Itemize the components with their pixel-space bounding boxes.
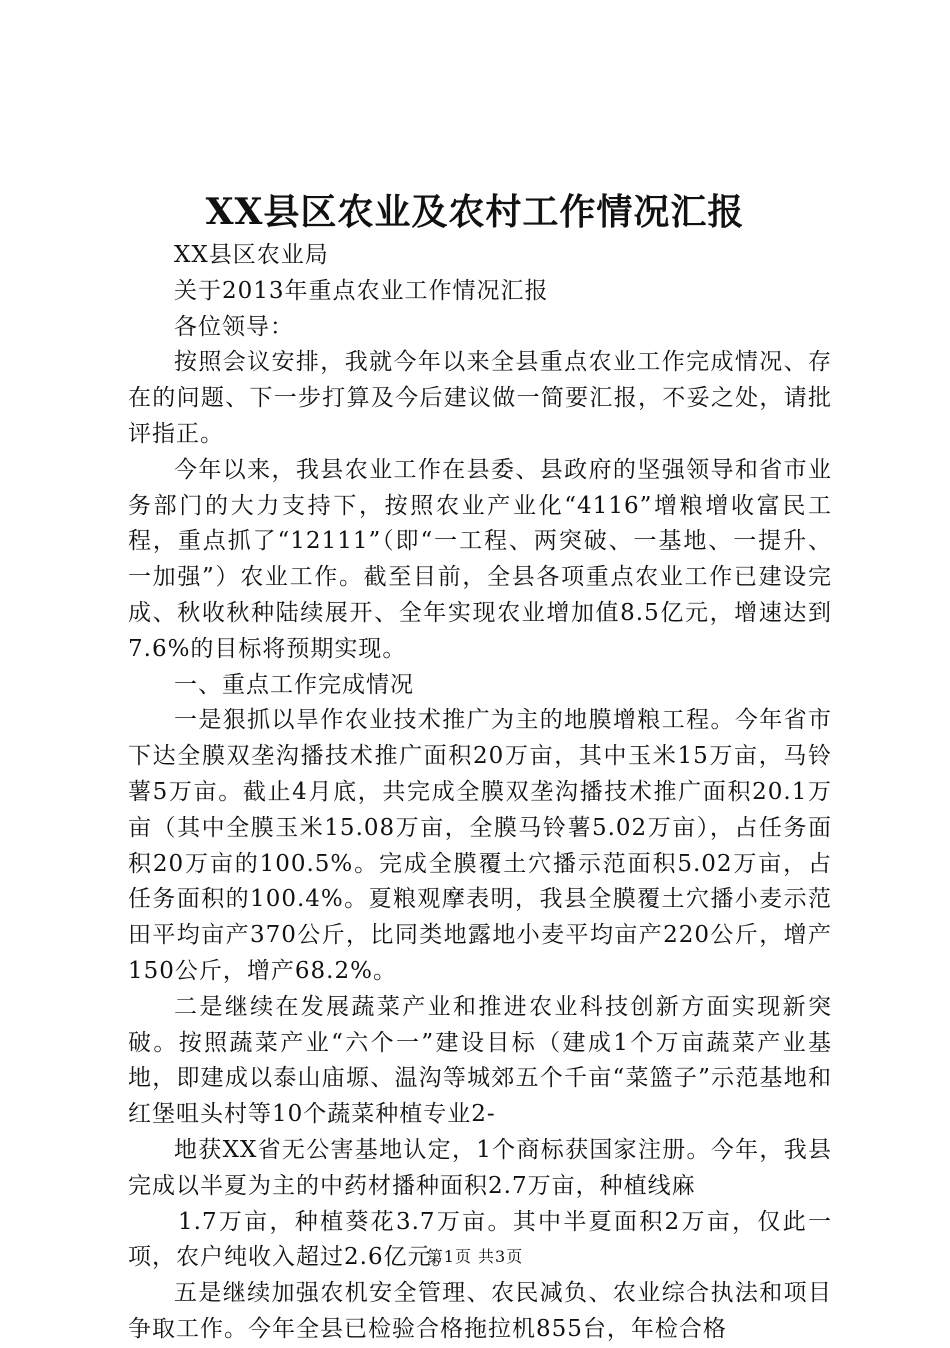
paragraph-continued: 地获XX省无公害基地认定，1个商标获国家注册。今年，我县完成以半夏为主的中药材播种面积2.7万亩，种植线麻 [128,1136,832,1199]
paragraph-intro: 按照会议安排，我就今年以来全县重点农业工作完成情况、存在的问题、下一步打算及今后建议做一简要汇报，不妥之处，请批评指正。 [128,349,832,447]
paragraph-point-two: 二是继续在发展蔬菜产业和推进农业科技创新方面实现新突破。按照蔬菜产业“六个一”建设目标（建成1个万亩蔬菜产业基地，即建成以泰山庙塬、温沟等城郊五个千亩“菜篮子”示范基地和红堡咀头村等10个蔬菜种植专业2- [128,993,832,1128]
document-body [128,238,832,1348]
paragraph-point-five: 五是继续加强农机安全管理、农民减负、农业综合执法和项目争取工作。今年全县已检验合格拖拉机855台，年检合格 [128,1280,832,1342]
paragraph-point-one: 一是狠抓以旱作农业技术推广为主的地膜增粮工程。今年省市下达全膜双垄沟播技术推广面积20万亩，其中玉米15万亩，马铃薯5万亩。截止4月底，共完成全膜双垄沟播技术推广面积20.1万亩（其中全膜玉米15.08万亩，全膜马铃薯5.02万亩），占任务面积20万亩的100.5%。完成全膜覆土穴播示范面积5.02万亩，占任务面积的100.4%。夏粮观摩表明，我县全膜覆土穴播小麦示范田平均亩产370公斤，比同类地露地小麦平均亩产220公斤，增产150公斤，增产68.2%。 [128,707,832,984]
document-title: XX县区农业及农村工作情况汇报 [205,191,745,233]
report-subtitle: 关于2013年重点农业工作情况汇报 [174,277,549,304]
paragraph-overview: 今年以来，我县农业工作在县委、县政府的坚强领导和省市业务部门的大力支持下，按照农业产业化“4116”增粮增收富民工程，重点抓了“12111”（即“一工程、两突破、一基地、一提升、一加强”）农业工作。截至目前，全县各项重点农业工作已建设完成、秋收秋种陆续展开、全年实现农业增加值8.5亿元，增速达到7.6%的目标将预期实现。 [128,456,832,662]
issuing-office: XX县区农业局 [174,242,329,268]
salutation: 各位领导： [174,313,294,340]
section-heading: 一、重点工作完成情况 [174,671,414,698]
paragraph-herbs: 1.7万亩，种植葵花3.7万亩。其中半夏面积2万亩，仅此一项，农户纯收入超过2.6亿元。 [128,1208,832,1271]
page-footer: 第1页 共3页 [426,1247,524,1266]
